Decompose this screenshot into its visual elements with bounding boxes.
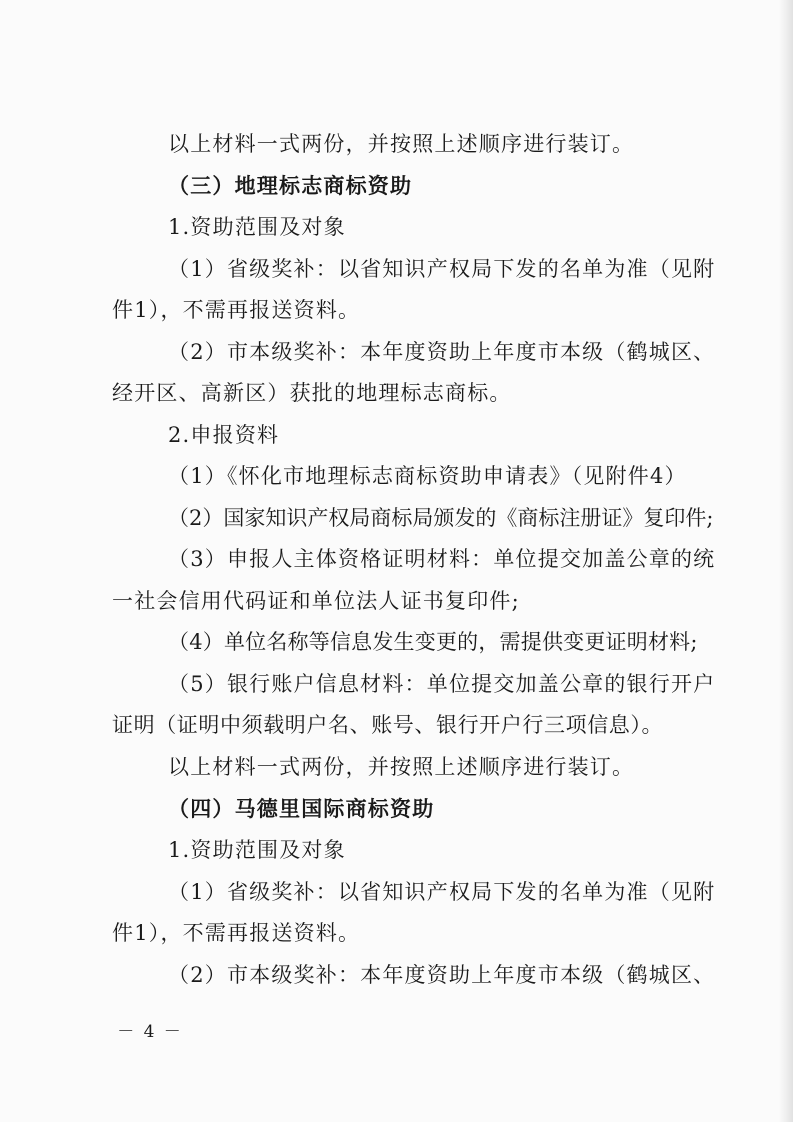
subsection-heading: 1.资助范围及对象 <box>168 215 346 239</box>
paragraph-line: （3）申报人主体资格证明材料：单位提交加盖公章的统 <box>168 547 716 571</box>
page-number: － 4 － <box>117 1022 183 1042</box>
subsection-heading: 1.资助范围及对象 <box>168 838 346 862</box>
paragraph-line: （1）省级奖补：以省知识产权局下发的名单为准（见附 <box>168 880 716 904</box>
scan-edge-shadow <box>779 0 793 1122</box>
paragraph-line: （2）市本级奖补：本年度资助上年度市本级（鹤城区、 <box>168 963 716 987</box>
section-heading-3: （三）地理标志商标资助 <box>168 174 413 198</box>
paragraph-line: 以上材料一式两份，并按照上述顺序进行装订。 <box>168 132 635 156</box>
paragraph-line: （2）国家知识产权局商标局颁发的《商标注册证》复印件; <box>168 506 714 530</box>
paragraph-line: 件1），不需再报送资料。 <box>112 298 361 322</box>
paragraph-line: 一社会信用代码证和单位法人证书复印件; <box>112 589 520 613</box>
paragraph-line: （2）市本级奖补：本年度资助上年度市本级（鹤城区、 <box>168 340 716 364</box>
paragraph-line: （1）省级奖补：以省知识产权局下发的名单为准（见附 <box>168 257 716 281</box>
paragraph-line: （1）《怀化市地理标志商标资助申请表》（见附件4） <box>168 464 687 488</box>
paragraph-line: 以上材料一式两份，并按照上述顺序进行装订。 <box>168 755 635 779</box>
paragraph-line: 证明（证明中须载明户名、账号、银行开户行三项信息）。 <box>112 713 664 737</box>
paragraph-line: 件1），不需再报送资料。 <box>112 921 361 945</box>
subsection-heading: 2.申报资料 <box>168 423 280 447</box>
paragraph-line: （5）银行账户信息材料：单位提交加盖公章的银行开户 <box>168 672 716 696</box>
paragraph-line: （4）单位名称等信息发生变更的，需提供变更证明材料; <box>168 630 698 654</box>
paragraph-line: 经开区、高新区）获批的地理标志商标。 <box>112 381 512 405</box>
section-heading-4: （四）马德里国际商标资助 <box>168 797 435 821</box>
